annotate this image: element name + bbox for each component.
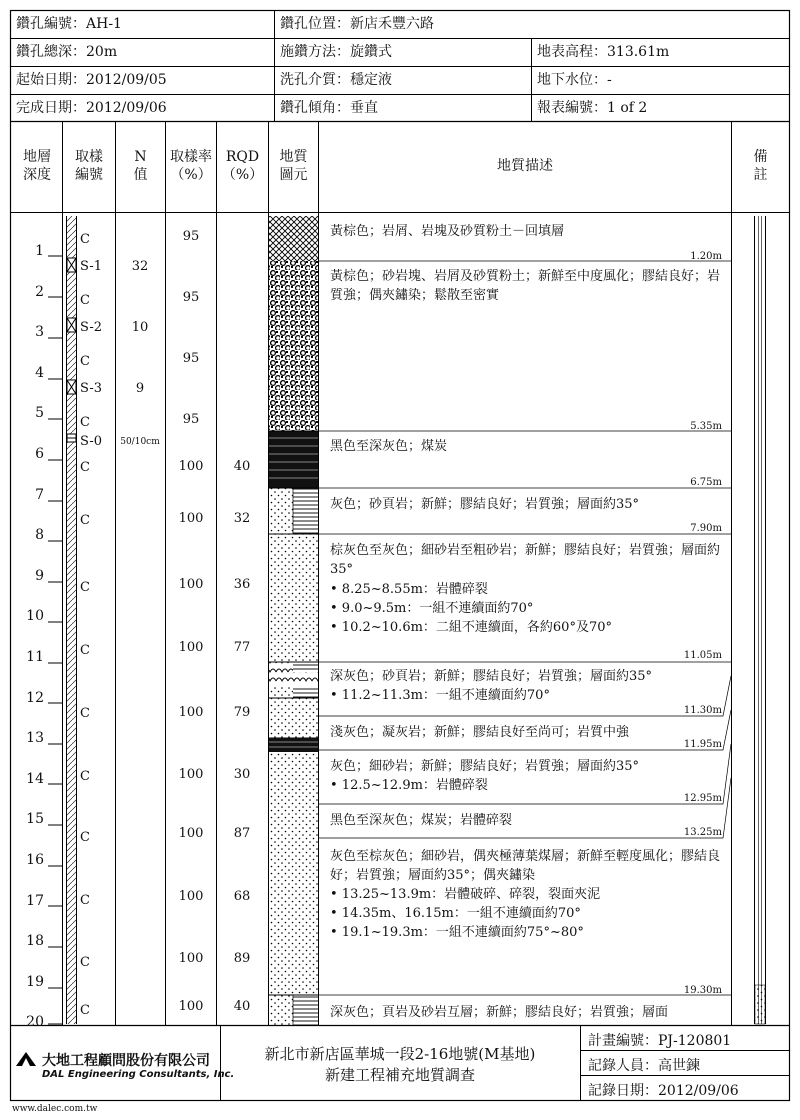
n-value: 50/10cm bbox=[120, 437, 160, 447]
layer-bottom-depth: 12.95m bbox=[683, 793, 722, 804]
depth-label: 16 bbox=[26, 852, 44, 868]
rqd-value: 32 bbox=[233, 511, 251, 526]
report-no: 報表編號：1 of 2 bbox=[537, 100, 648, 116]
drilling-method: 施鑽方法：旋鑽式 bbox=[280, 44, 392, 60]
sample-id: C bbox=[80, 893, 90, 908]
sample-id: C bbox=[80, 643, 90, 658]
record-date: 記錄日期：2012/09/06 bbox=[588, 1083, 739, 1099]
sample-id: S-1 bbox=[80, 259, 103, 274]
depth-label: 1 bbox=[35, 243, 44, 259]
layer-description: 棕灰色至灰色；細砂岩至粗砂岩；新鮮；膠結良好；岩質強；層面約35° bbox=[330, 543, 721, 577]
layer-description: 深灰色；砂頁岩；新鮮；膠結良好；岩質強；層面約35° bbox=[330, 669, 653, 684]
n-value: 10 bbox=[131, 320, 149, 335]
groundwater-level: 地下水位：- bbox=[537, 72, 612, 88]
col-rqd: RQD （%） bbox=[221, 149, 264, 183]
layer-description: 淺灰色；凝灰岩；新鮮；膠結良好至尚可；岩質中強 bbox=[330, 725, 630, 740]
layer-description: • 9.0~9.5m：一組不連續面約70° bbox=[330, 601, 534, 616]
sample-id: C bbox=[80, 580, 90, 595]
layer-bottom-depth: 13.25m bbox=[683, 827, 722, 838]
layer-description: • 13.25~13.9m：岩體破碎、碎裂，裂面夾泥 bbox=[330, 887, 601, 902]
sample-id: C bbox=[80, 460, 90, 475]
recovery-value: 100 bbox=[178, 889, 204, 904]
layer-description: 深灰色；頁岩及砂岩互層；新鮮；膠結良好；岩質強；層面 bbox=[330, 1005, 669, 1020]
layer-description: 灰色至棕灰色；細砂岩，偶夾極薄葉煤層；新鮮至輕度風化；膠結良好；岩質強；層面約35°；偶夾鏽染 bbox=[330, 849, 721, 883]
depth-label: 19 bbox=[26, 973, 44, 990]
depth-label: 17 bbox=[26, 892, 44, 909]
layer-description: 灰色；細砂岩；新鮮；膠結良好；岩質強；層面約35° bbox=[330, 759, 640, 774]
layer-bottom-depth: 7.90m bbox=[690, 523, 722, 534]
depth-label: 13 bbox=[26, 730, 44, 747]
project-title-line1: 新北市新店區華城一段2-16地號(M基地) bbox=[264, 1045, 536, 1063]
recovery-value: 95 bbox=[182, 290, 200, 305]
sample-id: C bbox=[80, 769, 90, 784]
flushing-medium: 洗孔介質：穩定液 bbox=[280, 72, 392, 88]
sample-id: S-2 bbox=[80, 320, 103, 335]
layer-description: 黃棕色；砂岩塊、岩屑及砂質粉土；新鮮至中度風化；膠結良好；岩質強；偶夾鏽染；鬆散至密實 bbox=[330, 269, 721, 303]
sample-id: S-0 bbox=[80, 434, 103, 449]
recovery-value: 95 bbox=[182, 351, 200, 366]
depth-label: 18 bbox=[26, 933, 44, 950]
depth-label: 8 bbox=[35, 527, 44, 544]
depth-label: 20 bbox=[26, 1014, 44, 1031]
rqd-value: 87 bbox=[233, 826, 251, 841]
col-description: 地質描述 bbox=[497, 158, 553, 174]
sample-id: C bbox=[80, 513, 90, 528]
website: www.dalec.com.tw bbox=[12, 1104, 98, 1114]
recovery-value: 100 bbox=[178, 511, 204, 526]
rqd-value: 79 bbox=[233, 705, 251, 720]
depth-ticks bbox=[48, 256, 62, 1024]
rqd-value: 68 bbox=[233, 889, 251, 904]
core-strip bbox=[67, 216, 77, 1024]
end-date: 完成日期：2012/09/06 bbox=[16, 100, 167, 116]
depth-label: 6 bbox=[35, 446, 44, 462]
depth-label: 15 bbox=[26, 811, 44, 828]
recovery-value: 100 bbox=[178, 767, 204, 782]
sample-id: C bbox=[80, 415, 90, 430]
sample-id: S-3 bbox=[80, 381, 103, 396]
layer-description: • 19.1~19.3m：一組不連續面約75°~80° bbox=[330, 925, 584, 940]
sample-id: C bbox=[80, 354, 90, 369]
layer-description: 黃棕色；岩屑、岩塊及砂質粉土－回填層 bbox=[330, 224, 565, 239]
recovery-value: 100 bbox=[178, 640, 204, 655]
rqd-value: 40 bbox=[233, 459, 251, 474]
borehole-no: 鑽孔編號：AH-1 bbox=[16, 16, 122, 32]
layer-bottom-depth: 6.75m bbox=[690, 477, 722, 488]
rqd-value: 40 bbox=[233, 999, 251, 1014]
piezometer bbox=[755, 216, 766, 1024]
recovery-value: 100 bbox=[178, 705, 204, 720]
depth-label: 14 bbox=[26, 770, 44, 787]
layer-description: • 8.25~8.55m：岩體碎裂 bbox=[330, 582, 488, 597]
depth-label: 4 bbox=[35, 364, 44, 381]
layer-bottom-depth: 1.20m bbox=[690, 251, 722, 262]
rqd-value: 77 bbox=[233, 640, 251, 655]
inclination: 鑽孔傾角：垂直 bbox=[280, 100, 378, 116]
layer-bottom-depth: 19.30m bbox=[683, 985, 722, 996]
col-remarks: 備 註 bbox=[753, 149, 768, 183]
depth-label: 11 bbox=[26, 649, 44, 665]
company-name-cn: 大地工程顧問股份有限公司 bbox=[42, 1053, 210, 1069]
layer-description: 灰色；砂頁岩；新鮮；膠結良好；岩質強；層面約35° bbox=[330, 497, 640, 512]
recovery-value: 100 bbox=[178, 951, 204, 966]
layer-bottom-depth: 11.05m bbox=[683, 650, 722, 661]
rqd-value: 89 bbox=[233, 951, 251, 966]
layer-bottom-depth: 11.30m bbox=[683, 705, 722, 716]
layer-description: • 11.2~11.3m：一組不連續面約70° bbox=[330, 688, 550, 703]
layer-description: 黑色至深灰色；煤炭 bbox=[330, 439, 448, 454]
rqd-value: 36 bbox=[233, 577, 251, 592]
depth-label: 5 bbox=[35, 405, 44, 422]
col-depth: 地層 深度 bbox=[23, 149, 51, 183]
start-date: 起始日期：2012/09/05 bbox=[16, 72, 167, 88]
depth-label: 2 bbox=[35, 283, 44, 300]
recovery-value: 95 bbox=[182, 412, 200, 427]
recorder: 記錄人員：高世鍊 bbox=[588, 1058, 700, 1074]
recovery-value: 100 bbox=[178, 577, 204, 592]
n-value: 32 bbox=[131, 259, 149, 274]
sample-id: C bbox=[80, 232, 90, 247]
col-recovery: 取樣率 （%） bbox=[170, 149, 212, 183]
depth-label: 7 bbox=[35, 486, 44, 503]
n-value: 9 bbox=[135, 381, 145, 396]
ground-elevation: 地表高程：313.61m bbox=[537, 44, 670, 60]
sample-id: C bbox=[80, 1003, 90, 1018]
depth-label: 10 bbox=[26, 608, 44, 625]
company-name-en: DAL Engineering Consultants, Inc. bbox=[42, 1069, 235, 1080]
recovery-value: 100 bbox=[178, 459, 204, 474]
recovery-value: 95 bbox=[182, 229, 200, 244]
rqd-value: 30 bbox=[233, 767, 251, 782]
recovery-value: 100 bbox=[178, 999, 204, 1014]
depth-label: 3 bbox=[35, 324, 44, 341]
layer-bottom-depth: 5.35m bbox=[690, 421, 722, 432]
sample-id: C bbox=[80, 830, 90, 845]
borehole-location: 鑽孔位置：新店禾豐六路 bbox=[280, 16, 434, 32]
sample-id: C bbox=[80, 293, 90, 308]
layer-description: • 10.2~10.6m：二組不連續面，各約60°及70° bbox=[330, 620, 612, 635]
plan-no: 計畫編號：PJ-120801 bbox=[588, 1033, 732, 1049]
company-logo bbox=[16, 1052, 36, 1066]
depth-label: 9 bbox=[35, 567, 44, 584]
total-depth: 鑽孔總深：20m bbox=[16, 44, 118, 60]
layer-bottom-depth: 11.95m bbox=[683, 739, 722, 750]
layer-description: • 14.35m、16.15m：一組不連續面約70° bbox=[330, 906, 581, 921]
col-sample: 取樣 編號 bbox=[75, 149, 103, 183]
geology-graphic bbox=[269, 216, 318, 1025]
layer-description: • 12.5~12.9m：岩體碎裂 bbox=[330, 778, 488, 793]
col-geology-log: 地質 圖元 bbox=[279, 149, 308, 183]
recovery-value: 100 bbox=[178, 826, 204, 841]
layer-description: 黑色至深灰色；煤炭；岩體碎裂 bbox=[330, 813, 513, 828]
col-n-value: N 值 bbox=[133, 149, 148, 183]
project-title-line2: 新建工程補充地質調查 bbox=[324, 1066, 475, 1084]
sample-id: C bbox=[80, 706, 90, 721]
sample-id: C bbox=[80, 955, 90, 970]
depth-label: 12 bbox=[26, 689, 44, 706]
